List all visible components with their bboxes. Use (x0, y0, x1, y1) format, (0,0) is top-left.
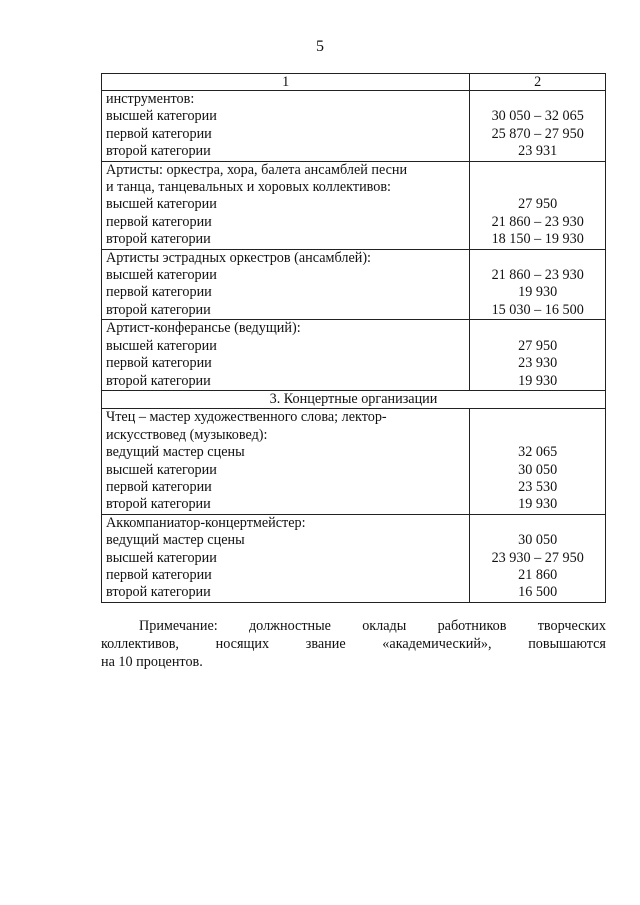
note-line: на 10 процентов. (101, 654, 203, 670)
category-label: второй категории (106, 143, 211, 160)
note-word: звание (305, 636, 346, 652)
note-word: «академический», (382, 636, 492, 652)
note-word: оклады (362, 618, 407, 634)
salary-value: 32 065 (518, 444, 558, 461)
category-label: первой категории (106, 213, 212, 230)
category-label: высшей категории (106, 196, 217, 213)
note-word: творческих (537, 618, 606, 634)
position-cell (102, 91, 470, 162)
position-cell (102, 320, 470, 391)
salary-cell (470, 514, 606, 602)
note-word: носящих (215, 636, 270, 652)
note-word: Примечание: (139, 618, 218, 634)
section-row (102, 390, 606, 408)
category-label: второй категории (106, 584, 211, 601)
salary-value: 30 050 – 32 065 (491, 108, 584, 125)
table-row (102, 320, 606, 391)
salary-cell (470, 249, 606, 320)
salary-value: 23 930 (518, 355, 558, 372)
salary-value: 15 030 – 16 500 (491, 301, 584, 318)
category-label: высшей категории (106, 267, 217, 284)
salary-value: 21 860 – 23 930 (491, 213, 584, 230)
group-title: Аккомпаниатор-концертмейстер: (106, 514, 306, 531)
note-word: коллективов, (101, 636, 179, 652)
note-word: работников (437, 618, 507, 634)
table-row (102, 409, 606, 514)
salary-value: 27 950 (518, 196, 558, 213)
note-word: должностные (248, 618, 331, 634)
salary-cell (470, 161, 606, 249)
salary-value: 21 860 (518, 566, 558, 583)
category-label: ведущий мастер сцены (106, 444, 245, 461)
note-line (101, 617, 606, 635)
salary-value: 23 530 (518, 478, 558, 495)
page-number: 5 (316, 38, 324, 55)
salary-cell (470, 91, 606, 162)
note-paragraph (101, 617, 606, 671)
table-row (102, 161, 606, 249)
group-title: Артисты эстрадных оркестров (ансамблей): (106, 249, 371, 266)
position-cell (102, 161, 470, 249)
category-label: высшей категории (106, 337, 217, 354)
salary-value: 16 500 (518, 584, 558, 601)
salary-value: 27 950 (518, 337, 558, 354)
salary-value: 19 930 (518, 496, 558, 513)
section-title: 3. Концертные организации (102, 390, 606, 408)
salary-value: 30 050 (518, 532, 558, 549)
category-label: первой категории (106, 125, 212, 142)
table-row (102, 249, 606, 320)
group-title: и танца, танцевальных и хоровых коллективов: (106, 179, 392, 196)
category-label: второй категории (106, 372, 211, 389)
category-label: высшей категории (106, 461, 217, 478)
salary-value: 18 150 – 19 930 (491, 231, 584, 248)
group-title: Артисты: оркестра, хора, балета ансамблей песни (106, 161, 408, 178)
position-cell (102, 409, 470, 514)
salary-value: 23 930 – 27 950 (491, 549, 584, 566)
salary-value: 25 870 – 27 950 (491, 125, 584, 142)
group-title: Чтец – мастер художественного слова; лектор- (106, 409, 387, 426)
position-cell (102, 249, 470, 320)
table-row (102, 514, 606, 602)
group-title: Артист-конферансье (ведущий): (106, 320, 301, 337)
category-label: высшей категории (106, 549, 217, 566)
salary-table (101, 73, 606, 603)
category-label: второй категории (106, 496, 211, 513)
table-header-row (102, 74, 606, 91)
salary-value: 21 860 – 23 930 (491, 267, 584, 284)
category-label: первой категории (106, 566, 212, 583)
category-label: первой категории (106, 478, 212, 495)
category-label: ведущий мастер сцены (106, 532, 245, 549)
table-row (102, 91, 606, 162)
category-label: первой категории (106, 355, 212, 372)
group-title: искусствовед (музыковед): (106, 426, 268, 443)
salary-value: 23 931 (518, 143, 558, 160)
group-title: инструментов: (106, 91, 195, 107)
header-cell-2: 2 (470, 74, 606, 91)
salary-value: 30 050 (518, 461, 558, 478)
note-word: повышаются (528, 636, 606, 652)
salary-cell (470, 409, 606, 514)
salary-cell (470, 320, 606, 391)
position-cell (102, 514, 470, 602)
category-label: первой категории (106, 284, 212, 301)
salary-value: 19 930 (518, 372, 558, 389)
category-label: второй категории (106, 301, 211, 318)
note-line (101, 635, 606, 653)
category-label: второй категории (106, 231, 211, 248)
header-cell-1: 1 (102, 74, 470, 91)
salary-value: 19 930 (518, 284, 558, 301)
category-label: высшей категории (106, 108, 217, 125)
